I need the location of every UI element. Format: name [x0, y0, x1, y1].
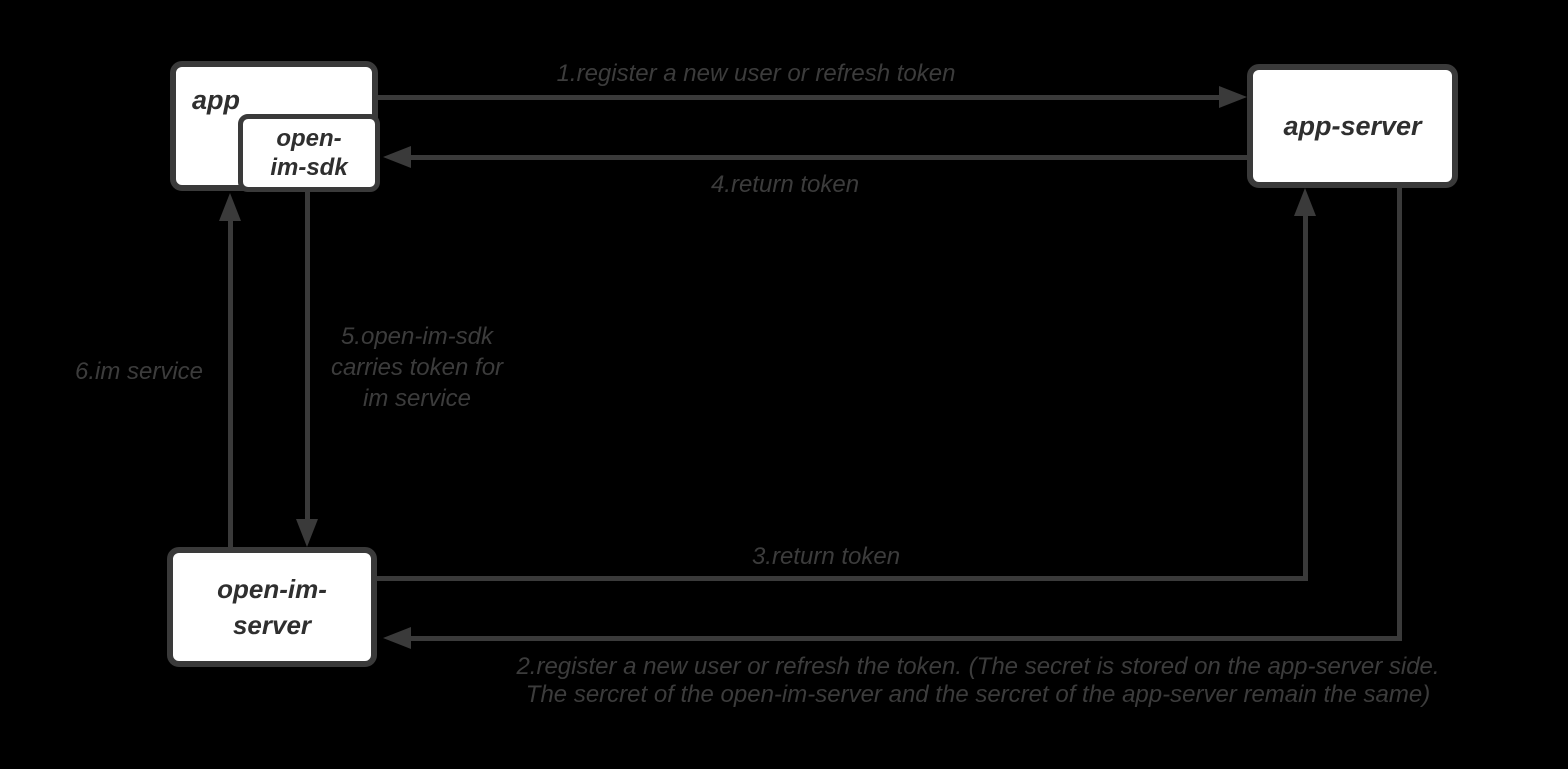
- node-app-server: [1247, 64, 1458, 188]
- node-open-im-server-label-line2: server: [232, 610, 312, 640]
- edge1-arrowhead: [1219, 86, 1247, 108]
- edge4-arrowhead: [383, 146, 411, 168]
- edge5-line: [305, 192, 310, 519]
- edge6-arrowhead: [219, 193, 241, 221]
- edge2-label: [516, 653, 1439, 709]
- node-open-im-server: [167, 547, 377, 667]
- edge5-label-line2: carries token for: [330, 354, 504, 381]
- edge3-line-horizontal: [377, 576, 1308, 581]
- edge1-line: [378, 95, 1221, 100]
- node-app-server-label: app-server: [1283, 110, 1422, 141]
- edge1-label: 1.register a new user or refresh token: [556, 60, 956, 87]
- edge5-label: [331, 321, 503, 414]
- edge6-label: 6.im service: [74, 358, 204, 385]
- edge3-line-vertical: [1303, 214, 1308, 581]
- node-app-label: app: [192, 85, 241, 115]
- edge2-line-horizontal: [409, 636, 1402, 641]
- edge5-label-line3: im service: [362, 385, 472, 412]
- edge3-label: 3.return token: [751, 543, 901, 570]
- node-open-im-sdk: [238, 114, 380, 192]
- edge5-label-line1: 5.open-im-sdk: [340, 323, 494, 350]
- edge2-label-line1: 2.register a new user or refresh the token. (The secret is stored on the app-server side.: [516, 653, 1440, 680]
- edge2-line-vertical: [1397, 188, 1402, 641]
- edge4-label: 4.return token: [710, 171, 860, 198]
- edge3-arrowhead: [1294, 188, 1316, 216]
- node-open-im-server-label-line1: open-im-: [217, 574, 327, 604]
- edge4-line: [409, 155, 1247, 160]
- edge6-line: [228, 219, 233, 547]
- node-open-im-sdk-label-line1: open-: [276, 125, 342, 152]
- edge5-arrowhead: [296, 519, 318, 547]
- node-open-im-sdk-label-line2: im-sdk: [270, 154, 348, 181]
- edge2-arrowhead: [383, 627, 411, 649]
- edge2-label-line2: The sercret of the open-im-server and the sercret of the app-server remain the same): [525, 681, 1431, 708]
